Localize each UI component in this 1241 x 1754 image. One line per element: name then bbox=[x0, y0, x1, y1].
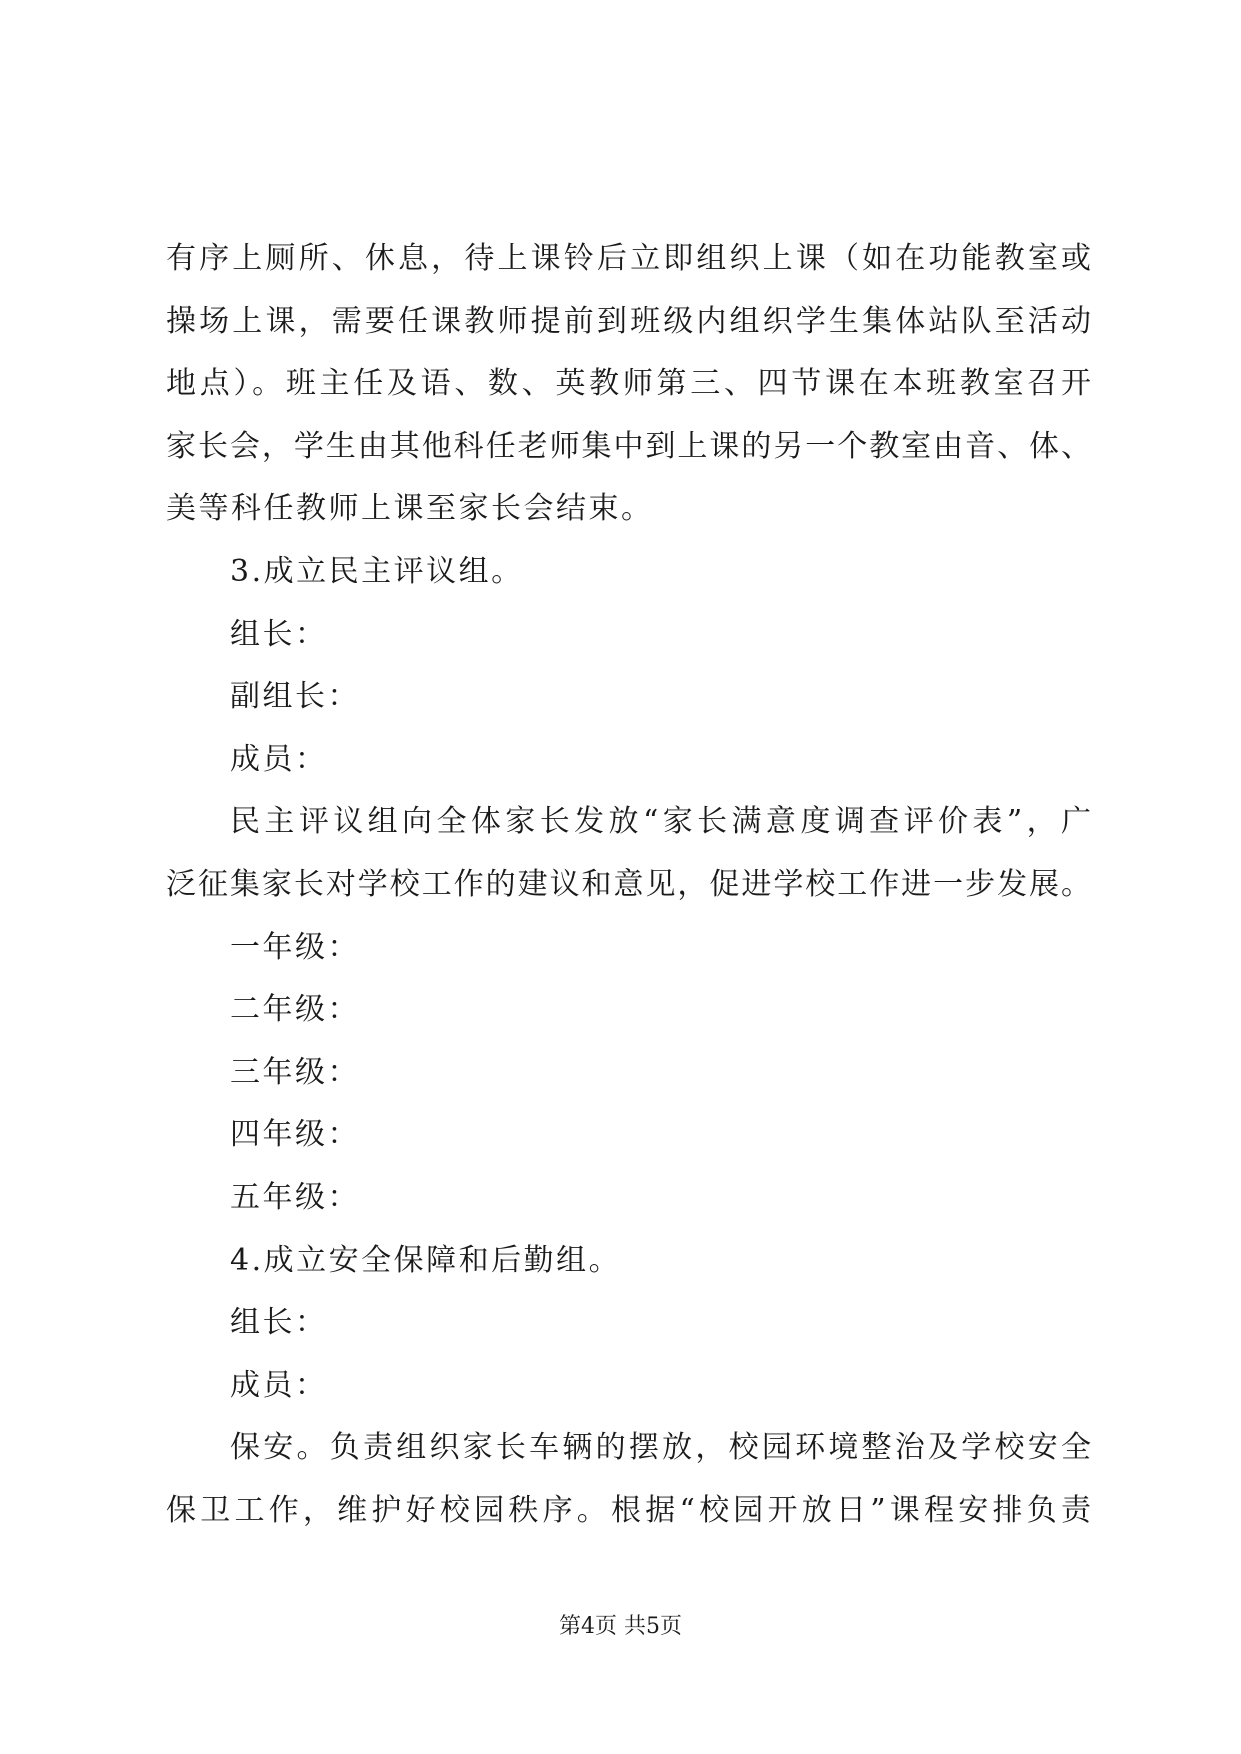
text-line: 成员： bbox=[230, 741, 328, 777]
document-body bbox=[166, 228, 1091, 1542]
text-line: 组长： bbox=[230, 1305, 328, 1341]
text-line: 四年级： bbox=[230, 1117, 360, 1153]
text-line: 保卫工作，维护好校园秩序。根据“校园开放日”课程安排负责 bbox=[166, 1492, 1091, 1528]
text-line: 组长： bbox=[230, 616, 328, 652]
text-line: 一年级： bbox=[230, 929, 360, 965]
text-line: 美等科任教师上课至家长会结束。 bbox=[166, 491, 654, 527]
text-line: 三年级： bbox=[230, 1054, 360, 1090]
text-line: 五年级： bbox=[230, 1179, 360, 1215]
text-line: 成员： bbox=[230, 1367, 328, 1403]
text-line: 二年级： bbox=[230, 992, 360, 1028]
text-line: 泛征集家长对学校工作的建议和意见，促进学校工作进一步发展。 bbox=[166, 866, 1091, 902]
text-line: 保安。负责组织家长车辆的摆放，校园环境整治及学校安全 bbox=[230, 1430, 1091, 1466]
text-line: 地点）。班主任及语、数、英教师第三、四节课在本班教室召开 bbox=[166, 366, 1091, 402]
text-line: 家长会，学生由其他科任老师集中到上课的另一个教室由音、体、 bbox=[166, 428, 1091, 464]
text-line: 3.成立民主评议组。 bbox=[230, 553, 524, 589]
text-line: 副组长： bbox=[230, 679, 360, 715]
text-line: 民主评议组向全体家长发放“家长满意度调查评价表”，广 bbox=[230, 804, 1091, 840]
text-line: 有序上厕所、休息，待上课铃后立即组织上课（如在功能教室或 bbox=[166, 241, 1091, 276]
page-footer: 第4页 共5页 bbox=[559, 1614, 682, 1639]
text-line: 操场上课，需要任课教师提前到班级内组织学生集体站队至活动 bbox=[166, 303, 1091, 339]
text-line: 4.成立安全保障和后勤组。 bbox=[230, 1242, 622, 1278]
